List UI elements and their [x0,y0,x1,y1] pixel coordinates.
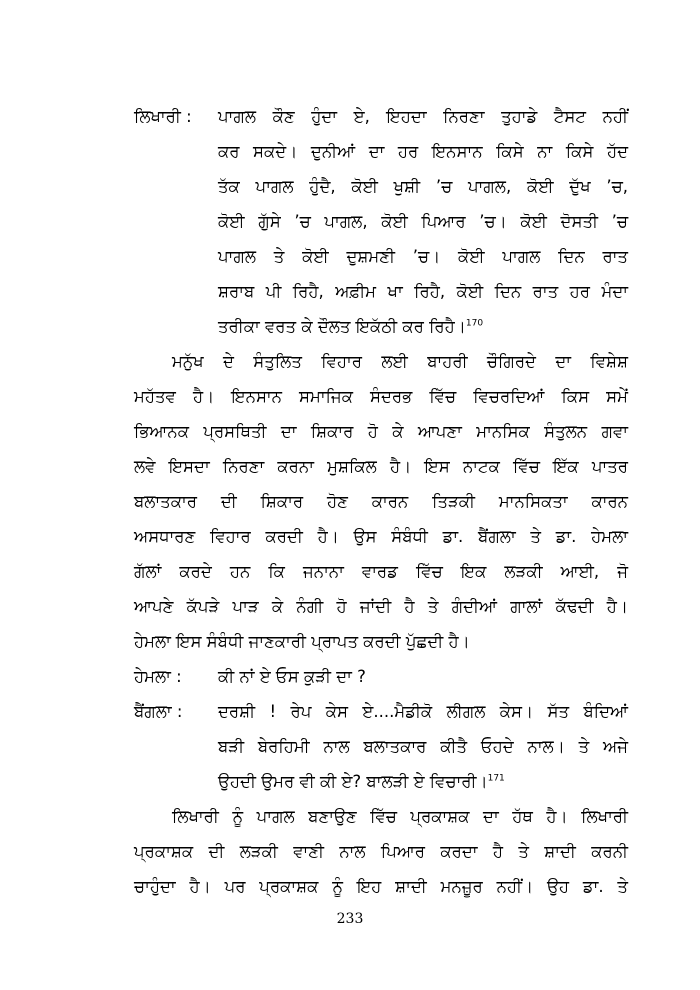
paragraph-line: ਮਹੱਤਵ ਹੈ। ਇਨਸਾਨ ਸਮਾਜਿਕ ਸੰਦਰਭ ਵਿੱਚ ਵਿਚਰਦਿਆਂ ਕਿਸ ਸਮੇਂ [134,387,628,406]
dialogue-line: ਤੱਕ ਪਾਗਲ ਹੁੰਦੈ, ਕੋਈ ਖੁਸ਼ੀ ’ਚ ਪਾਗਲ, ਕੋਈ ਦੁੱਖ ’ਚ, [218,177,628,196]
paragraph-line: ਲਿਖਾਰੀ ਨੂੰ ਪਾਗਲ ਬਣਾਉਣ ਵਿੱਚ ਪ੍ਰਕਾਸ਼ਕ ਦਾ ਹੱਥ ਹੈ। ਲਿਖਾਰੀ [172,807,628,826]
paragraph-line: ਗੱਲਾਂ ਕਰਦੇ ਹਨ ਕਿ ਜਨਾਨਾ ਵਾਰਡ ਵਿੱਚ ਇਕ ਲੜਕੀ ਆਈ, ਜੋ [134,562,628,581]
dialogue-line: ਸ਼ਰਾਬ ਪੀ ਰਿਹੈ, ਅਫ਼ੀਮ ਖਾ ਰਿਹੈ, ਕੋਈ ਦਿਨ ਰਾਤ ਹਰ ਮੰਦਾ [218,282,628,301]
paragraph-line: ਹੇਮਲਾ ਇਸ ਸੰਬੰਧੀ ਜਾਣਕਾਰੀ ਪ੍ਰਾਪਤ ਕਰਦੀ ਪੁੱਛਦੀ ਹੈ। [134,632,470,651]
dialogue-line: ਕਰ ਸਕਦੇ। ਦੁਨੀਆਂ ਦਾ ਹਰ ਇਨਸਾਨ ਕਿਸੇ ਨਾ ਕਿਸੇ ਹੱਦ [218,142,628,161]
dialogue-line: ਪਾਗਲ ਤੇ ਕੋਈ ਦੁਸ਼ਮਣੀ ’ਚ। ਕੋਈ ਪਾਗਲ ਦਿਨ ਰਾਤ [218,247,628,266]
paragraph-line: ਮਨੁੱਖ ਦੇ ਸੰਤੁਲਿਤ ਵਿਹਾਰ ਲਈ ਬਾਹਰੀ ਚੌਗਿਰਦੇ ਦਾ ਵਿਸ਼ੇਸ਼ [172,352,628,371]
dialogue-line: ਉਹਦੀ ਉਮਰ ਵੀ ਕੀ ਏ? ਬਾਲੜੀ ਏ ਵਿਚਾਰੀ।$^{171}$ [218,772,505,791]
speaker-label: ਹੇਮਲਾ : [134,667,182,686]
paragraph-line: ਲਵੇ ਇਸਦਾ ਨਿਰਣਾ ਕਰਨਾ ਮੁਸ਼ਕਿਲ ਹੈ। ਇਸ ਨਾਟਕ ਵਿੱਚ ਇੱਕ ਪਾਤਰ [134,457,628,476]
page-number: 233 [336,911,364,927]
paragraph-line: ਆਪਣੇ ਕੱਪੜੇ ਪਾੜ ਕੇ ਨੰਗੀ ਹੋ ਜਾਂਦੀ ਹੈ ਤੇ ਗੰਦੀਆਂ ਗਾਲਾਂ ਕੱਢਦੀ ਹੈ। [134,597,628,616]
dialogue-line: ਦਰਸ਼ੀ ! ਰੇਪ ਕੇਸ ਏ....ਮੈਡੀਕੋ ਲੀਗਲ ਕੇਸ। ਸੱਤ ਬੰਦਿਆਂ [218,702,628,721]
footnote-marker: 170 [465,318,484,329]
footnote-marker: 171 [487,773,505,784]
dialogue-line: ਤਰੀਕਾ ਵਰਤ ਕੇ ਦੌਲਤ ਇਕੱਠੀ ਕਰ ਰਿਹੈ।$^{170}$ [218,317,484,336]
paragraph-line: ਅਸਧਾਰਣ ਵਿਹਾਰ ਕਰਦੀ ਹੈ। ਉਸ ਸੰਬੰਧੀ ਡਾ. ਬੈਂਗਲਾ ਤੇ ਡਾ. ਹੇਮਲਾ [134,527,628,546]
paragraph-line: ਭਿਆਨਕ ਪ੍ਰਸਥਿਤੀ ਦਾ ਸ਼ਿਕਾਰ ਹੋ ਕੇ ਆਪਣਾ ਮਾਨਸਿਕ ਸੰਤੁਲਨ ਗਵਾ [134,422,628,441]
paragraph-line: ਬਲਾਤਕਾਰ ਦੀ ਸ਼ਿਕਾਰ ਹੋਣ ਕਾਰਨ ਤਿੜਕੀ ਮਾਨਸਿਕਤਾ ਕਾਰਨ [134,492,628,511]
dialogue-line: ਕੀ ਨਾਂ ਏ ਓਸ ਕੁੜੀ ਦਾ ? [218,667,366,686]
paragraph-line: ਚਾਹੁੰਦਾ ਹੈ। ਪਰ ਪ੍ਰਕਾਸ਼ਕ ਨੂੰ ਇਹ ਸ਼ਾਦੀ ਮਨਜ਼ੂਰ ਨਹੀਂ। ਉਹ ਡਾ. ਤੇ [134,877,628,896]
speaker-label: ਲਿਖਾਰੀ : [134,107,192,126]
paragraph-line: ਪ੍ਰਕਾਸ਼ਕ ਦੀ ਲੜਕੀ ਵਾਣੀ ਨਾਲ ਪਿਆਰ ਕਰਦਾ ਹੈ ਤੇ ਸ਼ਾਦੀ ਕਰਨੀ [134,842,628,861]
dialogue-line: ਬੜੀ ਬੇਰਹਿਮੀ ਨਾਲ ਬਲਾਤਕਾਰ ਕੀਤੈ ਓਹਦੇ ਨਾਲ। ਤੇ ਅਜੇ [218,737,628,756]
speaker-label: ਬੈਂਗਲਾ : [134,702,183,721]
dialogue-line: ਕੋਈ ਗੁੱਸੇ ’ਚ ਪਾਗਲ, ਕੋਈ ਪਿਆਰ ’ਚ। ਕੋਈ ਦੋਸਤੀ ’ਚ [218,212,628,231]
dialogue-line: ਪਾਗਲ ਕੌਣ ਹੁੰਦਾ ਏ, ਇਹਦਾ ਨਿਰਣਾ ਤੁਹਾਡੇ ਟੈਸਟ ਨਹੀਂ [218,107,628,126]
